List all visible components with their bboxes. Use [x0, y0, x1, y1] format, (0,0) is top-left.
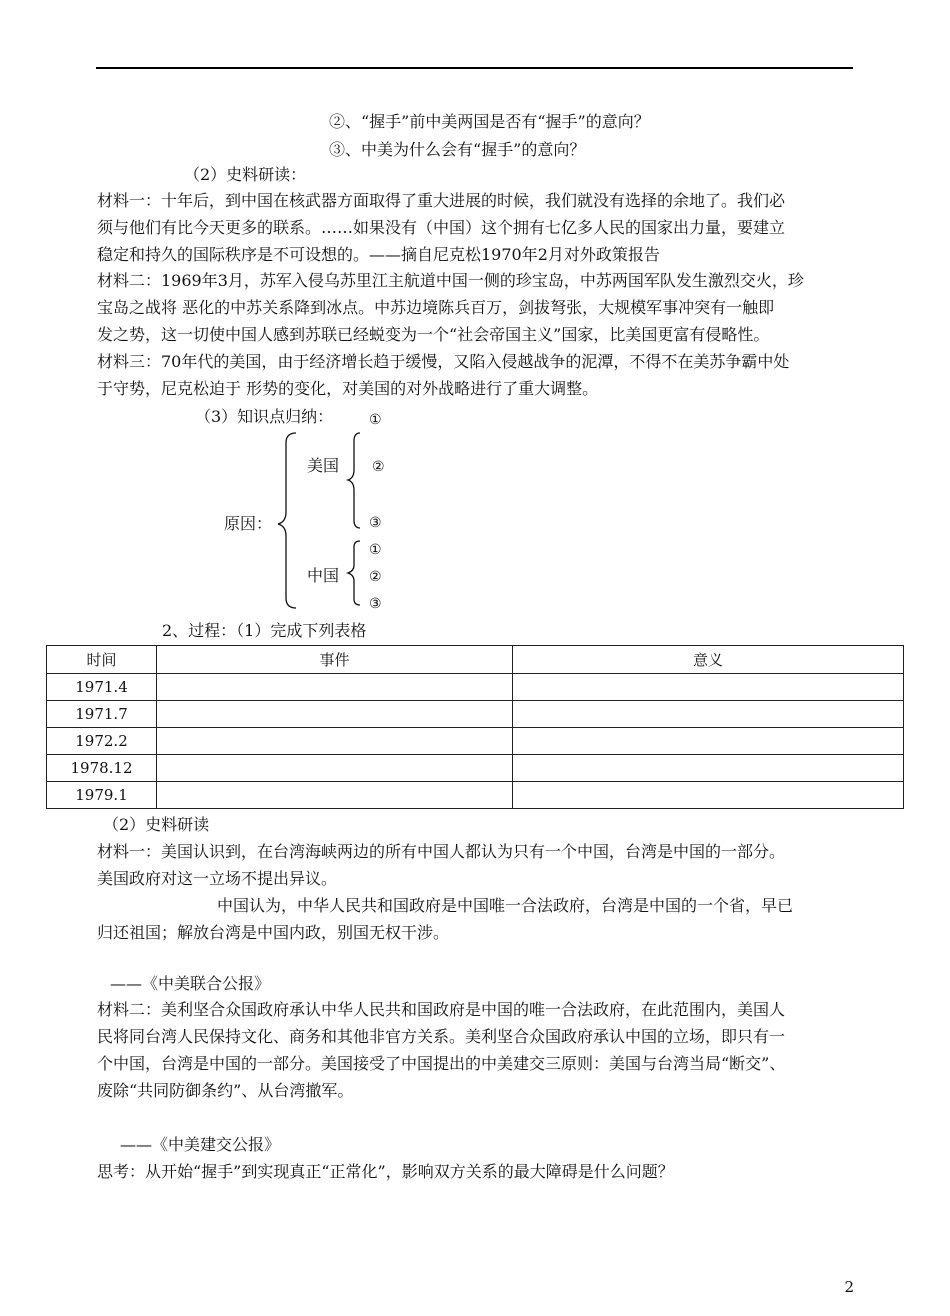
- header-time: 时间: [47, 646, 157, 674]
- header-significance: 意义: [513, 646, 904, 674]
- p2-material-2-source: ——《中美建交公报》: [120, 1135, 281, 1154]
- header-event: 事件: [157, 646, 513, 674]
- significance-cell[interactable]: [513, 755, 904, 782]
- page-number: 2: [844, 1278, 854, 1296]
- event-cell[interactable]: [157, 728, 513, 755]
- table-row: [47, 674, 904, 701]
- p2-material-1-line-4: 归还祖国；解放台湾是中国内政，别国无权干涉。: [97, 923, 450, 942]
- material-1-line-2: 须与他们有比今天更多的联系。……如果没有（中国）这个拥有七亿多人民的国家出力量，要建立: [97, 218, 786, 237]
- material-1-line-1: 材料一：十年后，到中国在核武器方面取得了重大进展的时候，我们就没有选择的余地了。我们必: [97, 191, 786, 210]
- table-row: [47, 782, 904, 809]
- p2-material-1-source: ——《中美联合公报》: [110, 974, 271, 993]
- usa-label: 美国: [307, 456, 340, 475]
- row-date: 1979.1: [47, 782, 157, 809]
- events-table: [46, 645, 904, 809]
- usa-item-1: ①: [369, 412, 382, 428]
- material-3-line-1: 材料三：70年代的美国，由于经济增长趋于缓慢，又陷入侵越战争的泥潭，不得不在美苏争霸中处: [97, 352, 790, 371]
- p2-material-2-line-4: 废除“共同防御条约”、从台湾撤军。: [97, 1081, 354, 1100]
- usa-item-3: ③: [369, 515, 382, 531]
- material-2-line-1: 材料二：1969年3月，苏军入侵乌苏里江主航道中国一侧的珍宝岛，中苏两国军队发生激烈交火，珍: [97, 271, 804, 290]
- table-row: [47, 755, 904, 782]
- china-label: 中国: [307, 566, 340, 585]
- table-row: [47, 701, 904, 728]
- p2-material-1-line-3: 中国认为，中华人民共和国政府是中国唯一合法政府，台湾是中国的一个省，早已: [217, 896, 794, 915]
- question-2: ②、“握手”前中美两国是否有“握手”的意向？: [329, 112, 650, 131]
- event-cell[interactable]: [157, 782, 513, 809]
- event-cell[interactable]: [157, 755, 513, 782]
- china-item-1: ①: [369, 542, 382, 558]
- p2-material-1-line-2: 美国政府对这一立场不提出异议。: [97, 869, 338, 888]
- material-2-line-3: 发之势，这一切使中国人感到苏联已经蜕变为一个“社会帝国主义”国家，比美国更富有侵略性。: [97, 325, 770, 344]
- process-title: 2、过程：（1）完成下列表格: [162, 621, 367, 640]
- p2-material-2-line-2: 民将同台湾人民保持文化、商务和其他非官方关系。美利坚合众国政府承认中国的立场，即只有一: [97, 1027, 786, 1046]
- row-date: 1978.12: [47, 755, 157, 782]
- china-item-2: ②: [369, 569, 382, 585]
- p2-material-2-line-3: 个中国，台湾是中国的一部分。美国接受了中国提出的中美建交三原则：美国与台湾当局“断交”、: [97, 1054, 786, 1073]
- section-2-title: （2）史料研读: [103, 815, 210, 834]
- usa-item-2: ②: [372, 459, 385, 475]
- material-2-line-2: 宝岛之战将 恶化的中苏关系降到冰点。中苏边境陈兵百万，剑拔弩张，大规模军事冲突有一触即: [97, 298, 775, 317]
- row-date: 1972.2: [47, 728, 157, 755]
- event-cell[interactable]: [157, 701, 513, 728]
- p2-material-1-line-1: 材料一：美国认识到，在台湾海峡两边的所有中国人都认为只有一个中国，台湾是中国的一部分。: [97, 842, 786, 861]
- p2-material-2-line-1: 材料二：美利坚合众国政府承认中华人民共和国政府是中国的唯一合法政府，在此范围内，美国人: [97, 1000, 786, 1019]
- material-3-line-2: 于守势，尼克松迫于 形势的变化，对美国的对外战略进行了重大调整。: [97, 379, 599, 398]
- diagram-title: （3）知识点归纳：: [195, 407, 334, 426]
- header-rule: [96, 67, 853, 69]
- section-title: （2）史料研读：: [184, 165, 307, 184]
- significance-cell[interactable]: [513, 728, 904, 755]
- significance-cell[interactable]: [513, 674, 904, 701]
- significance-cell[interactable]: [513, 701, 904, 728]
- table-header-row: [47, 646, 904, 674]
- material-1-line-3: 稳定和持久的国际秩序是不可设想的。——摘自尼克松1970年2月对外政策报告: [97, 245, 660, 264]
- think-question: 思考：从开始“握手”到实现真正“正常化”，影响双方关系的最大障碍是什么问题？: [97, 1162, 674, 1181]
- significance-cell[interactable]: [513, 782, 904, 809]
- row-date: 1971.4: [47, 674, 157, 701]
- table-row: [47, 728, 904, 755]
- event-cell[interactable]: [157, 674, 513, 701]
- row-date: 1971.7: [47, 701, 157, 728]
- china-item-3: ③: [369, 596, 382, 612]
- question-3: ③、中美为什么会有“握手”的意向？: [329, 140, 586, 159]
- cause-label: 原因：: [224, 514, 273, 533]
